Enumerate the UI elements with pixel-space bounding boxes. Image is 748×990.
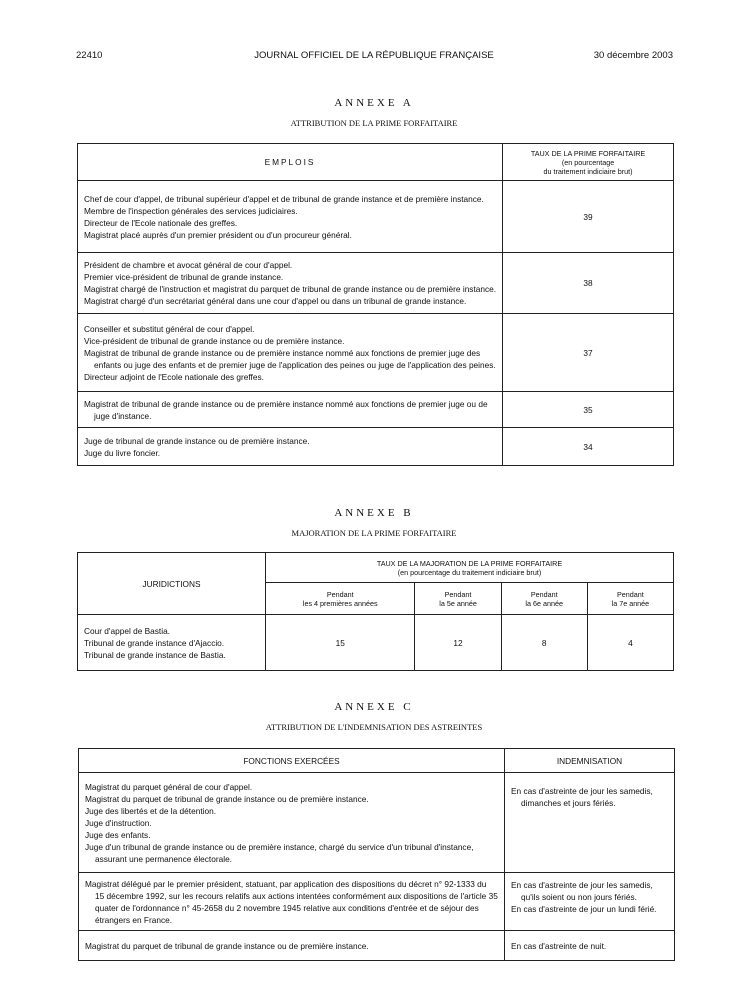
annexe-c-subtitle: ATTRIBUTION DE L'INDEMNISATION DES ASTREINTES — [265, 722, 483, 732]
text-line: Cour d'appel de Bastia. — [84, 625, 170, 636]
col-header-period — [415, 583, 501, 615]
indemnisation-cell — [505, 931, 675, 961]
taux-header-line: (en pourcentage — [561, 157, 615, 167]
table-row — [79, 931, 675, 961]
text-line: étrangers en France. — [95, 914, 173, 925]
col-header-taux — [503, 144, 674, 181]
text-line: Juge de tribunal de grande instance ou de première instance. — [84, 435, 310, 446]
taux-cell: 35 — [503, 392, 674, 428]
indemnisation-cell — [505, 773, 675, 873]
period-line: la 6e année — [525, 598, 563, 608]
page-number: 22410 — [76, 50, 103, 61]
text-line: En cas d'astreinte de jour les samedis, — [511, 786, 653, 796]
text-line: Conseiller et substitut général de cour d'appel. — [84, 323, 255, 334]
col-header-period — [501, 583, 587, 615]
annexe-a-subtitle: ATTRIBUTION DE LA PRIME FORFAITAIRE — [290, 118, 458, 128]
text-line: Magistrat du parquet de tribunal de grande instance ou de première instance. — [85, 793, 369, 804]
text-line: Tribunal de grande instance de Bastia. — [84, 649, 226, 660]
text-line: enfants ou juge des enfants et de premier juge de l'application des peines ou juge de l'application des peines. — [94, 359, 496, 370]
col-header-period — [266, 583, 415, 615]
text-line: Magistrat chargé d'un secrétariat général dans une cour d'appel ou dans un tribunal de grande instance. — [84, 296, 467, 306]
juridictions-cell — [78, 615, 266, 671]
period-line: les 4 premières années — [302, 598, 378, 608]
taux-cell: 34 — [503, 428, 674, 466]
text-line: 15 décembre 1992, sur les recours relatifs aux actions intentées conformément aux dispositions de l'article 35 — [95, 890, 498, 901]
col-header-fonctions: FONCTIONS EXERCÉES — [79, 749, 505, 773]
fonctions-cell — [79, 931, 505, 961]
table-row — [78, 314, 674, 392]
annexe-c-title: ANNEXE C — [334, 701, 414, 713]
table-header-row — [78, 553, 674, 583]
taux-cell: 38 — [503, 253, 674, 314]
table-row — [79, 773, 675, 873]
text-line: Magistrat du parquet de tribunal de grande instance ou de première instance. — [85, 940, 369, 951]
fonctions-cell — [79, 773, 505, 873]
text-line: Premier vice-président de tribunal de grande instance. — [84, 272, 284, 282]
table-row — [78, 253, 674, 314]
value-cell: 12 — [415, 615, 501, 671]
taux-cell: 37 — [503, 314, 674, 392]
text-line: Juge du livre foncier. — [84, 447, 161, 458]
text-line: Membre de l'inspection générales des services judiciaires. — [84, 205, 298, 216]
fonctions-cell — [79, 873, 505, 931]
emplois-cell — [78, 392, 503, 428]
annexe-b-subtitle: MAJORATION DE LA PRIME FORFAITAIRE — [291, 528, 457, 538]
col-header-juridictions: JURIDICTIONS — [78, 553, 266, 615]
table-row — [79, 873, 675, 931]
text-line: En cas d'astreinte de jour les samedis, — [511, 880, 653, 890]
annexe-a-table — [77, 143, 674, 466]
emplois-cell — [78, 253, 503, 314]
period-line: la 5e année — [439, 598, 477, 608]
col-header-period — [587, 583, 673, 615]
period-line: Pendant — [530, 589, 558, 599]
publication-date: 30 décembre 2003 — [593, 50, 673, 61]
text-line: Juge d'un tribunal de grande instance ou de première instance, chargé du service d'un tribunal d'instance, — [85, 841, 474, 852]
text-line: Tribunal de grande instance d'Ajaccio. — [84, 637, 225, 648]
text-line: Magistrat de tribunal de grande instance ou de première instance nommé aux fonctions de premier juge ou de — [84, 398, 488, 409]
period-line: Pendant — [617, 589, 644, 599]
text-line: Magistrat placé auprès d'un premier président ou d'un procureur général. — [84, 229, 352, 240]
col-header-emplois: EMPLOIS — [78, 144, 503, 181]
text-line: Vice-président de tribunal de grande instance ou de première instance. — [84, 335, 345, 346]
journal-title: JOURNAL OFFICIEL DE LA RÉPUBLIQUE FRANÇAISE — [254, 50, 494, 61]
table-header-row — [79, 749, 675, 773]
text-line: Magistrat chargé de l'instruction et magistrat du parquet de tribunal de grande instance ou de première instance. — [84, 284, 497, 294]
table-row — [78, 615, 674, 671]
text-line: Magistrat de tribunal de grande instance ou de première instance nommé aux fonctions de premier juge des — [84, 347, 481, 358]
period-line: Pendant — [326, 589, 354, 599]
period-line: Pendant — [444, 589, 472, 599]
text-line: dimanches et jours fériés. — [521, 798, 616, 808]
value-cell: 15 — [266, 615, 415, 671]
table-header-row — [78, 144, 674, 181]
text-line: Juge d'instruction. — [85, 817, 152, 828]
annexe-b-title: ANNEXE B — [334, 507, 414, 519]
period-line: la 7e année — [611, 598, 650, 608]
text-line: quater de l'ordonnance n° 45-2658 du 2 novembre 1945 relative aux conditions d'entrée et de séjour des — [95, 902, 479, 913]
text-line: juge d'instance. — [94, 410, 152, 421]
text-line: assurant une permanence électorale. — [95, 853, 232, 864]
text-line: En cas d'astreinte de jour un lundi férié. — [511, 904, 657, 914]
text-line: Chef de cour d'appel, de tribunal supérieur d'appel et de tribunal de grande instance et de première instance. — [84, 193, 484, 204]
text-line: Juge des enfants. — [85, 829, 151, 840]
text-line: En cas d'astreinte de nuit. — [511, 940, 607, 951]
col-header-indemnisation: INDEMNISATION — [505, 749, 675, 773]
text-line: Président de chambre et avocat général de cour d'appel. — [84, 260, 293, 270]
annexe-c-table — [78, 748, 675, 961]
taux-header-line: TAUX DE LA MAJORATION DE LA PRIME FORFAITAIRE — [376, 558, 563, 568]
annexe-a-title: ANNEXE A — [334, 97, 414, 109]
text-line: qu'ils soient ou non jours fériés. — [521, 892, 637, 902]
emplois-cell — [78, 181, 503, 253]
value-cell: 4 — [587, 615, 673, 671]
emplois-cell — [78, 314, 503, 392]
emplois-cell — [78, 428, 503, 466]
col-header-taux-majoration — [266, 553, 674, 583]
indemnisation-cell — [505, 873, 675, 931]
text-line: Directeur de l'Ecole nationale des greffes. — [84, 217, 238, 228]
taux-header-line: TAUX DE LA PRIME FORFAITAIRE — [530, 148, 646, 158]
text-line: Magistrat du parquet général de cour d'appel. — [85, 781, 253, 792]
annexe-b-table — [77, 552, 674, 671]
taux-cell: 39 — [503, 181, 674, 253]
taux-header-line: (en pourcentage du traitement indiciaire brut) — [397, 567, 542, 577]
text-line: Directeur adjoint de l'Ecole nationale des greffes. — [84, 371, 264, 382]
taux-header-line: du traitement indiciaire brut) — [543, 166, 633, 176]
text-line: Juge des libertés et de la détention. — [85, 805, 216, 816]
table-row — [78, 392, 674, 428]
table-row — [78, 181, 674, 253]
text-line: Magistrat délégué par le premier président, statuant, par application des dispositions du décret n° 92-1333 du — [85, 878, 487, 889]
table-row — [78, 428, 674, 466]
value-cell: 8 — [501, 615, 587, 671]
